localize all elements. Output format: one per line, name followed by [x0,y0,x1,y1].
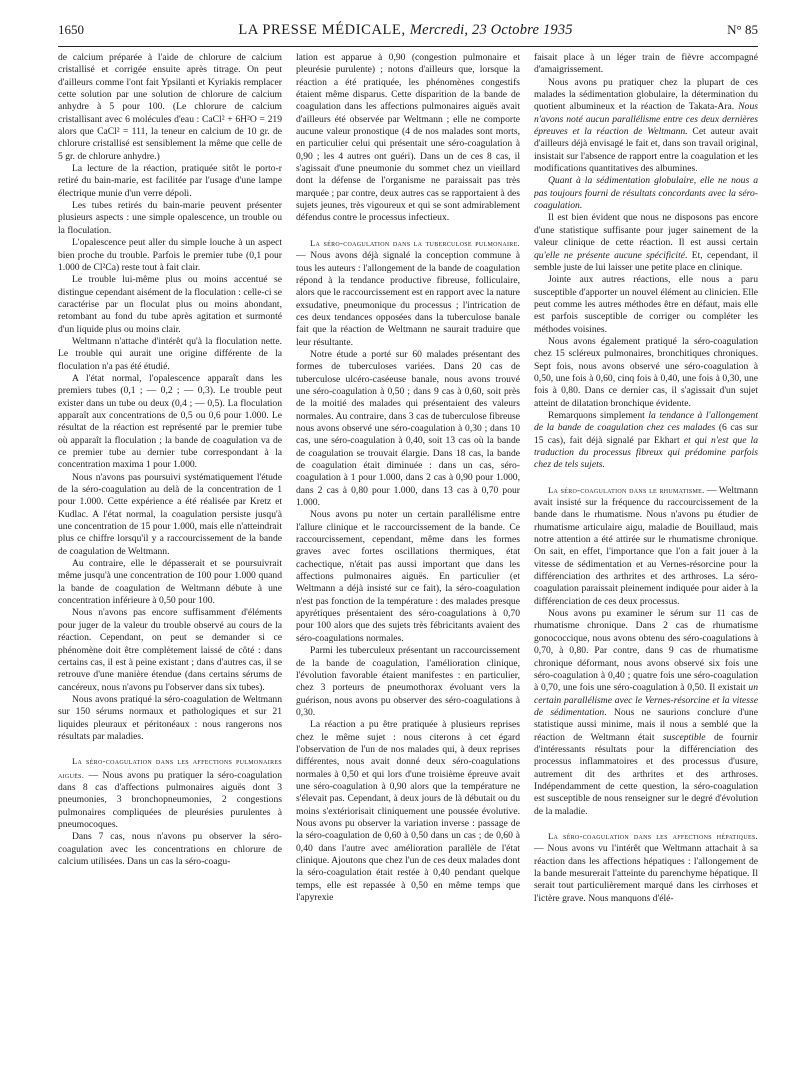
paragraph: La séro-coagulation dans les affections pulmonaires aiguës. — Nous avons pu pratiquer la séro-coagulation dans 8 cas d'affections pulmonaires aiguës dont 3 pneumonies, 3 bronchopneumonies, 2 congestions pulmonaires compliquées de pleurésies purulentes à pneumocoques. [58,756,282,830]
paragraph: Parmi les tuberculeux présentant un raccourcissement de la bande de coagulation, l'amélioration clinique, l'évolution favorable étaient manifestes : en particulier, chez 3 porteurs de pneumothorax évoluant vers la guérison, nous avons pu observer des séro-coagulations à 0,30. [296,645,520,718]
paragraph: La réaction a pu être pratiquée à plusieurs reprises chez le même sujet : nous citerons à cet égard l'observation de l'un de nos malades qui, à deux reprises différentes, nous avait donné deux séro-coagulations normales à 0,50 et qui lors d'une troisième épreuve avait une séro-coagulation à 0,90 alors que la température ne s'élevait pas. Cependant, à deux jours de là débutait ou du moins s'extériorisait cliniquement une poussée évolutive. Nous avons pu observer la variation inverse : passage de la séro-coagulation de 0,60 à 0,50 dans un cas ; de 0,60 à 0,40 dans l'autre avec amélioration parallèle de l'état clinique. Ajoutons que chez l'un de ces deux malades dont la séro-coagulation était restée à 0,40 pendant quelque temps, elle est repassée à 0,50 en même temps que l'apyrexie [296,719,520,904]
article-body [58,52,758,1072]
paragraph: Le trouble lui-même plus ou moins accentué se distingue cependant aisément de la floculation : celle-ci se caractérise par un floculat plus ou moins abondant, retombant au fond du tube après agitation et surmonté d'un liquide plus ou moins clair. [58,274,282,335]
column-1 [58,52,282,1072]
paragraph: de calcium préparée à l'aide de chlorure de calcium cristallisé et corrigée ensuite après titrage. On peut d'ailleurs comme l'ont fait Ypsilanti et Kyriakis remplacer cette solution par une solution de chlorure de calcium anhydre à 5 pour 100. (Le chlorure de calcium cristallisant avec 6 molécules d'eau : CaCl² + 6H²O = 219 alors que CaCl² = 111, la teneur en calcium de 10 gr. de chlorure cristallisé est sensiblement la même que celle de 5 gr. de chlorure anhydre.) [58,52,282,162]
journal-title-line [238,22,572,39]
issue-number: N° 85 [727,22,758,37]
paragraph: Nous n'avons pas encore suffisamment d'éléments pour juger de la valeur du trouble observé au cours de la réaction. Cependant, on peut se demander si ce phénomène doit être complètement laissé de côté : dans certains cas, il est à peine existant ; dans d'autres cas, il se retrouve d'une manière étendue (dans certains sérums de cancéreux, nous n'avons pu l'observer dans six tubes). [58,607,282,693]
paragraph: Nous avons pu examiner le sérum sur 11 cas de rhumatisme chronique. Dans 2 cas de rhumatisme gonococcique, nous avons obtenu des séro-coagulations à 0,70, à 0,80. Par contre, dans 9 cas de rhumatisme chronique déformant, nous avons observé six fois une séro-coagulation à 0,40 ; quatre fois une séro-coagulation à 0,70, une fois une séro-coagulation à 0,50. Il existait un certain parallélisme avec le Vernes-résorcine et la vitesse de sédimentation. Nous ne saurions conclure d'une statistique aussi minime, mais il nous a semblé que la réaction de Weltmann était susceptible de fournir d'intéressants résultats pour la différenciation des processus inflammatoires et des processus d'usure, autrement dit des arthrites et des arthroses. Indépendamment de cette question, la séro-coagulation est susceptible de nous renseigner sur le degré d'évolution de la maladie. [534,608,758,817]
paragraph: Quant à la sédimentation globulaire, elle ne nous a pas toujours fourni de résultats concordants avec la séro-coagulation. [534,175,758,212]
paragraph: Les tubes retirés du bain-marie peuvent présenter plusieurs aspects : une simple opalescence, un trouble ou la floculation. [58,200,282,236]
paragraph: Au contraire, elle le dépasserait et se poursuivrait même jusqu'à une concentration de 100 pour 1.000 quand la bande de coagulation de Weltmann débute à une concentration inférieure à 0,50 pour 100. [58,558,282,607]
paragraph: Nous n'avons pas poursuivi systématiquement l'étude de la séro-coagulation au delà de la concentration de 1 pour 1.000. Cette expérience a été réalisée par Kretz et Kudlac. A l'état normal, la coagulation persiste jusqu'à une concentration de 15 pour 1.000, mais elle n'atteindrait plus ce chiffre lorsqu'il y a raccourcissement de la bande de coagulation de Weltmann. [58,471,282,557]
paragraph: La séro-coagulation dans la tuberculose pulmonaire. — Nous avons déjà signalé la conception commune à tous les auteurs : l'allongement de la bande de coagulation répond à la tendance productive fibreuse, folliculaire, alors que le raccourcissement est en rapport avec la nature exsudative, pneumonique du processus ; l'intrication de ces deux tendances opposées dans la tuberculose banale fait que la réaction de Weltmann ne saurait traduire que leur résultante. [296,237,520,348]
paragraph: Jointe aux autres réactions, elle nous a paru susceptible d'apporter un nouvel élément au clinicien. Elle peut comme les autres méthodes être en défaut, mais elle est parfois susceptible de corriger ou compléter les méthodes voisines. [534,274,758,335]
column-2 [296,52,520,1072]
paragraph: Dans 7 cas, nous n'avons pu observer la séro-coagulation avec les concentrations en chlorure de calcium utilisées. Dans un cas la séro-coagu- [58,831,282,867]
issue-date: Mercredi, 23 Octobre 1935 [409,22,573,38]
paragraph: La lecture de la réaction, pratiquée sitôt le porto-r retiré du bain-marie, est facilitée par l'usage d'une lampe électrique munie d'un verre dépoli. [58,163,282,199]
paragraph: faisait place à un léger train de fièvre accompagné d'amaigrissement. [534,52,758,76]
paragraph: Il est bien évident que nous ne disposons pas encore d'une statistique suffisante pour juger sainement de la valeur clinique de cette réaction. Il est aussi certain qu'elle ne présente aucune spécificité. Et, cependant, il semble juste de lui laisser une petite place en clinique. [534,212,758,273]
page-number: 1650 [58,22,84,37]
header-rule [58,46,758,47]
paragraph: L'opalescence peut aller du simple louche à un aspect bien proche du trouble. Parfois le premier tube (0,1 pour 1.000 de Cl²Ca) reste tout à fait clair. [58,237,282,273]
journal-title: LA PRESSE MÉDICALE, [238,22,406,38]
column-3 [534,52,758,1072]
page-header [58,22,758,42]
paragraph: La séro-coagulation dans les affections hépatiques. — Nous avons vu l'intérêt que Weltmann attachait à sa réaction dans les affections hépatiques : l'allongement de la bande mesurerait l'atteinte du parenchyme hépatique. Il serait tout particulièrement marqué dans les cirrhoses et l'ictère grave. Nous manquons d'élé- [534,830,758,904]
paragraph: Nous avons également pratiqué la séro-coagulation chez 15 scléreux pulmonaires, bronchitiques chroniques. Sept fois, nous avons observé une séro-coagulation à 0,50, une fois à 0,60, cinq fois à 0,40, une fois à 0,30, une fois à 0,80. Dans ce dernier cas, il s'agissait d'un sujet atteint de dilatation bronchique évidente. [534,335,758,409]
paragraph: Weltmann n'attache d'intérêt qu'à la floculation nette. Le trouble qui aurait une origine différente de la floculation n'a pas été étudié. [58,335,282,372]
paragraph: A l'état normal, l'opalescence apparaît dans les premiers tubes (0,1 ; — 0,2 ; — 0,3). Le trouble peut exister dans un tube ou deux (0,4 ; — 0,5). La floculation apparaît aux concentrations de 0,5 ou 0,6 pour 1.000. Le résultat de la réaction est représenté par le premier tube où apparaît la floculation ; la bande de coagulation va de ce premier tube au dernier tube correspondant à la concentration maxima 1 pour 1.000. [58,372,282,471]
paragraph: Nous avons pratiqué la séro-coagulation de Weltmann sur 150 sérums normaux et pathologiques et sur 21 liquides pleuraux et péritonéaux : nous rangerons nos résultats par maladies. [58,693,282,742]
paragraph: Nous avons pu pratiquer chez la plupart de ces malades la sédimentation globulaire, la détermination du quotient albumineux et la réaction de Takata-Ara. Nous n'avons noté aucun parallélisme entre ces deux dernières épreuves et la réaction de Weltmann. Cet auteur avait d'ailleurs déjà envisagé le fait et, dans son travail original, insistait sur l'absence de rapport entre la coagulation et les modifications quantitatives des albumines. [534,76,758,175]
paragraph: Notre étude a porté sur 60 malades présentant des formes de tuberculoses variées. Dans 20 cas de tuberculose ulcéro-caséeuse banale, nous avons trouvé une séro-coagulation à 0,50 ; dans 9 cas à 0,60, soit près de la moitié des malades qui présentaient des valeurs normales. Au contraire, dans 3 cas de tuberculose fibreuse nous avons observé une séro-coagulation à 0,30 ; dans 10 cas, une séro-coagulation à 0,40, soit 13 cas où la bande de coagulation se trouvait élargie. Dans 18 cas, la bande de coagulation était diminuée : dans un cas, séro-coagulation à 1 pour 1.000, dans 2 cas à 0,90 pour 1.000, dans 2 cas à 0,80 pour 1.000, dans 13 cas à 0,70 pour 1.000. [296,348,520,509]
paragraph: La séro-coagulation dans le rhumatisme. — Weltmann avait insisté sur la fréquence du raccourcissement de la bande dans le rhumatisme. Nous n'avons pu étudier de rhumatisme articulaire aigu, maladie de Bouillaud, mais notre attention a été attirée sur le rhumatisme chronique. On sait, en effet, l'importance que l'on a fait jouer à la vitesse de sédimentation et au Vernes-résorcine pour la différenciation des arthrites et des arthroses. La séro-coagulation paraissait pleinement indiquée pour aider à la différenciation de ces deux processus. [534,484,758,607]
paragraph: Remarquons simplement la tendance à l'allongement de la bande de coagulation chez ces malades (6 cas sur 15 cas), fait déjà signalé par Ekhart et qui n'est que la traduction du processus fibreux qui prédomine parfois chez de tels sujets. [534,409,758,471]
paragraph: Nous avons pu noter un certain parallélisme entre l'allure clinique et le raccourcissement de la bande. Ce raccourcissement, cependant, même dans les formes graves avec fortes oscillations thermiques, état cachectique, n'était pas aussi important que dans les affections pulmonaires aiguës. En particulier (et Weltmann a déjà insisté sur ce fait), la séro-coagulation n'est pas fonction de la température : des malades presque apyrétiques présentaient des séro-coagulations à 0,70 pour 100 alors que des sujets très fébricitants avaient des séro-coagulations normales. [296,509,520,644]
paragraph: lation est apparue à 0,90 (congestion pulmonaire et pleurésie purulente) ; notons d'ailleurs que, lorsque la réaction a été pratiquée, les phénomènes congestifs étaient même disparus. Cette disparition de la bande de coagulation dans les affections pulmonaires aiguës avait d'ailleurs été observée par Weltmann ; elle ne comporte aucune valeur pronostique (4 de nos malades sont morts, en particulier celui qui présentait une séro-coagulation à 0,90 ; les 4 autres ont guéri). Dans un de ces 8 cas, il s'agissait d'une pneumonie du sommet chez un vieillard dont la défense de l'organisme ne paraissait pas très marquée ; par contre, deux autres cas se rapportaient à des sujets jeunes, très vigoureux et qui se sont admirablement défendus contre le processus infectieux. [296,52,520,224]
